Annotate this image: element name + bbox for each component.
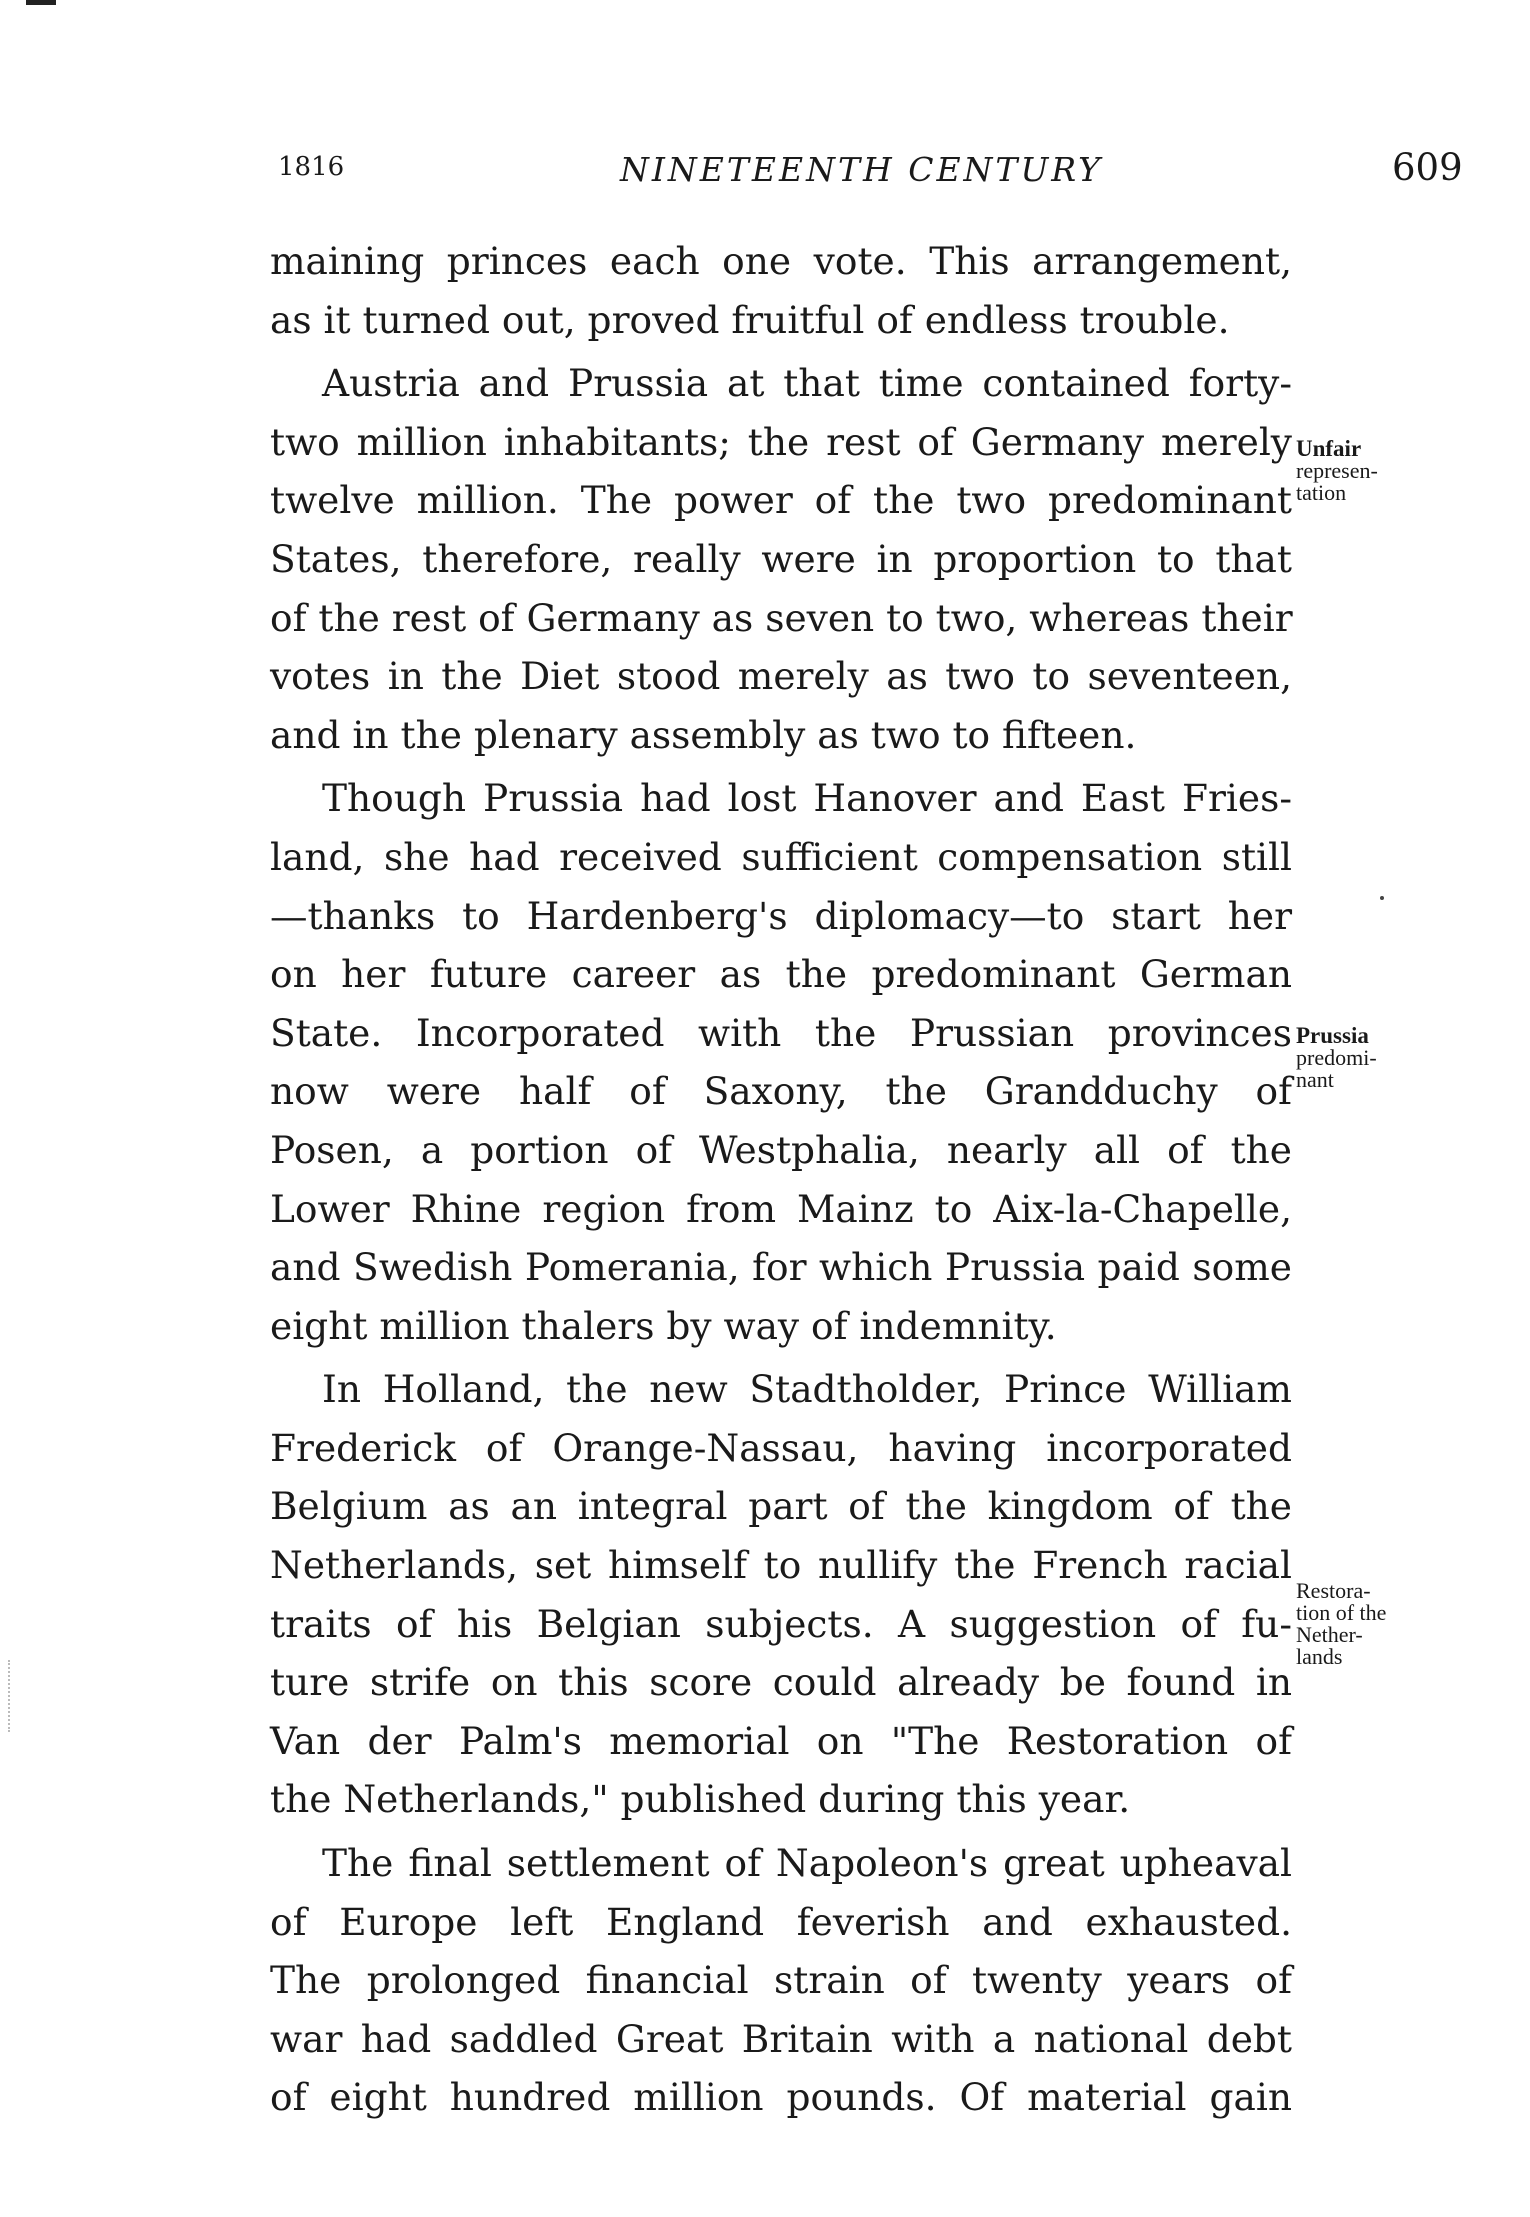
sidenote-line: represen- [1296, 458, 1378, 483]
page-edge-artifact [8, 1660, 11, 1732]
sidenote-line: lands [1296, 1644, 1343, 1669]
text-line: the Netherlands," published during this year. [270, 1777, 1131, 1822]
text-line: Frederick of Orange-Nassau, having incorporated [270, 1425, 1292, 1470]
text-line: Austria and Prussia at that time contained forty- [322, 361, 1292, 406]
text-line: Belgium as an integral part of the kingdom of the [270, 1484, 1292, 1529]
sidenote-line: tion of the [1296, 1600, 1387, 1625]
text-line: on her future career as the predominant German [270, 952, 1292, 997]
sidenote-restoration-netherlands [1296, 1580, 1386, 1668]
header-title: NINETEENTH CENTURY [620, 150, 1103, 189]
text-line: —thanks to Hardenberg's diplomacy—to start her [270, 893, 1292, 938]
sidenote-prussia-predominant [1296, 1025, 1377, 1091]
sidenote-unfair-representation [1296, 438, 1378, 504]
text-line: In Holland, the new Stadtholder, Prince William [322, 1367, 1292, 1412]
paragraph-2 [270, 354, 1292, 764]
text-line: ture strife on this score could already be found in [270, 1660, 1292, 1705]
text-line: and in the plenary assembly as two to fifteen. [270, 712, 1137, 757]
text-line: now were half of Saxony, the Grandduchy of [270, 1069, 1292, 1114]
text-line: votes in the Diet stood merely as two to seventeen, [270, 654, 1292, 699]
page-number: 609 [1392, 146, 1463, 189]
text-line: States, therefore, really were in proportion to that [270, 536, 1292, 581]
paragraph-4 [270, 1360, 1292, 1829]
sidenote-line: Nether- [1296, 1622, 1363, 1647]
text-line: Lower Rhine region from Mainz to Aix-la-Chapelle, [270, 1186, 1292, 1231]
header-year: 1816 [278, 152, 345, 182]
text-line: maining princes each one vote. This arrangement, [270, 239, 1292, 283]
text-line: of Europe left England feverish and exhausted. [270, 1899, 1292, 1944]
text-line: two million inhabitants; the rest of Germany merely [270, 419, 1292, 464]
sidenote-line: predomi- [1296, 1045, 1377, 1070]
text-line: war had saddled Great Britain with a national debt [270, 2016, 1292, 2061]
paragraph-5 [270, 1834, 1292, 2127]
sidenote-line: Prussia [1296, 1023, 1369, 1048]
text-line: eight million thalers by way of indemnity. [270, 1303, 1057, 1348]
running-header [0, 146, 1530, 194]
print-speck [1380, 896, 1384, 900]
sidenote-line: nant [1296, 1067, 1334, 1092]
sidenote-line: Unfair [1296, 436, 1362, 461]
text-line: as it turned out, proved fruitful of endless trouble. [270, 297, 1230, 342]
body-text [270, 232, 1292, 2127]
text-line: and Swedish Pomerania, for which Prussia paid some [270, 1245, 1292, 1290]
text-line: of the rest of Germany as seven to two, whereas their [270, 595, 1293, 640]
text-line: Van der Palm's memorial on "The Restoration of [270, 1718, 1292, 1763]
sidenote-line: tation [1296, 480, 1347, 505]
text-line: The prolonged financial strain of twenty years of [270, 1958, 1292, 2003]
paragraph-3 [270, 769, 1292, 1355]
text-line: Posen, a portion of Westphalia, nearly all of the [270, 1127, 1292, 1172]
scan-mark [26, 0, 56, 5]
text-line: Though Prussia had lost Hanover and East Fries- [322, 776, 1292, 821]
text-line: land, she had received sufficient compensation still [270, 834, 1292, 879]
text-line: twelve million. The power of the two predominant [270, 478, 1292, 523]
text-line: Netherlands, set himself to nullify the French racial [270, 1543, 1292, 1588]
paragraph-1 [270, 232, 1292, 349]
text-line: The final settlement of Napoleon's great upheaval [322, 1841, 1292, 1886]
text-line: of eight hundred million pounds. Of material gain [270, 2075, 1292, 2120]
text-line: State. Incorporated with the Prussian provinces [270, 1010, 1292, 1055]
text-line: traits of his Belgian subjects. A suggestion of fu- [270, 1601, 1292, 1646]
sidenote-line: Restora- [1296, 1578, 1371, 1603]
